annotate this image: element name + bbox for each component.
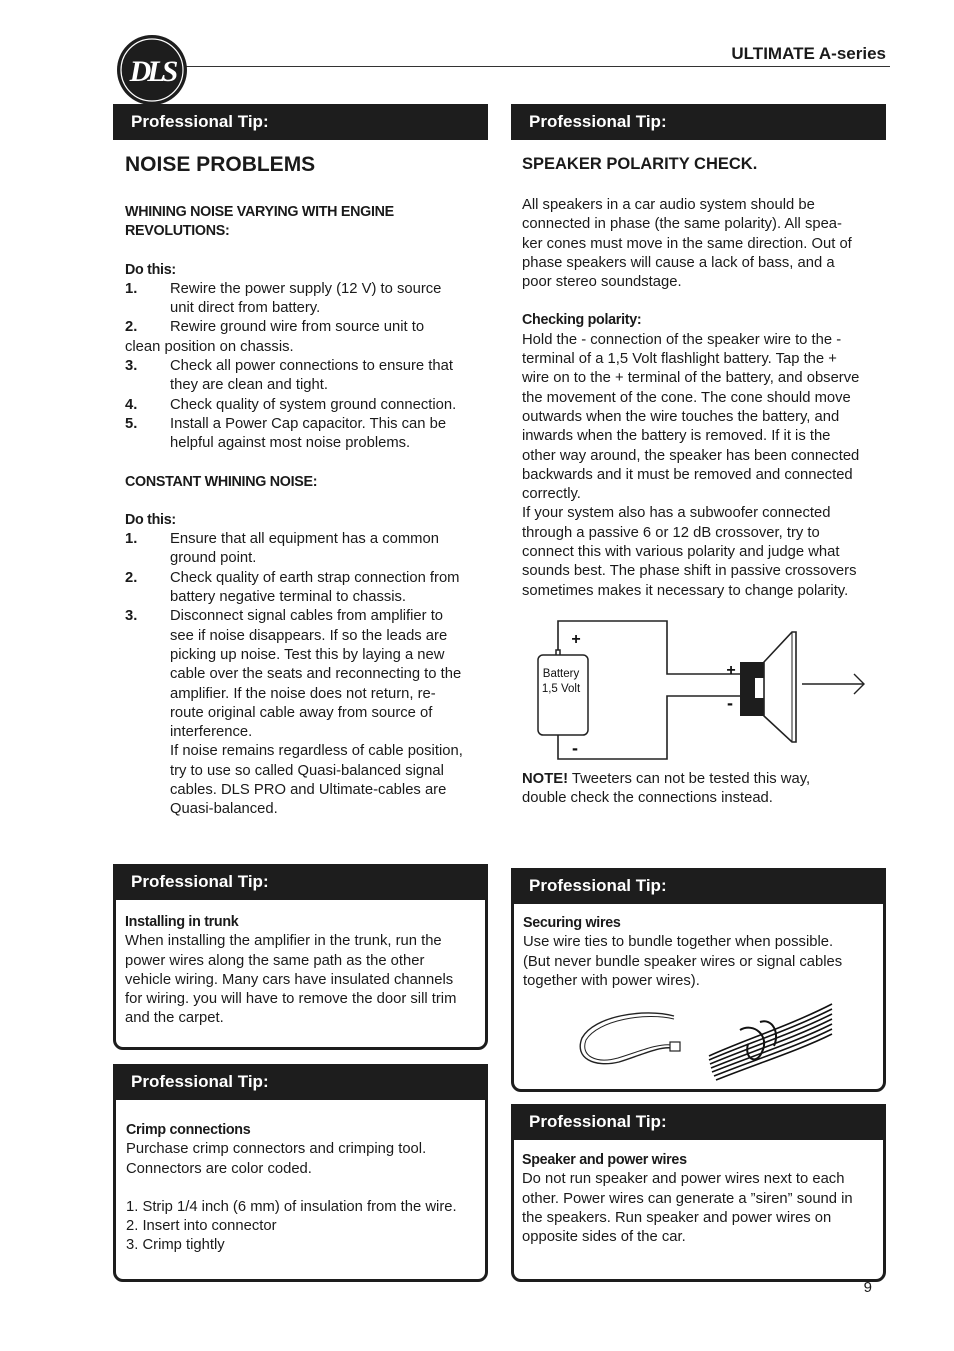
item-line: Rewire the power supply (12 V) to source [170, 280, 442, 297]
item-line: Check quality of earth strap connection from [170, 569, 460, 586]
item-line: Ensure that all equipment has a common [170, 531, 439, 548]
tip-header-trunk: Professional Tip: [113, 864, 488, 900]
list-item [125, 607, 487, 819]
item-line: cable over the seats and reconnecting to the [170, 666, 462, 683]
text-line: sometimes makes it necessary to change polarity. [522, 582, 849, 599]
checking-text [522, 331, 874, 601]
speaker-minus: - [727, 693, 733, 713]
item-line: interference. [170, 724, 253, 741]
crimp-step: 2. Insert into connector [126, 1218, 277, 1235]
text-line: correctly. [522, 486, 581, 503]
item-num: 1. [125, 280, 138, 297]
note-text: Tweeters can not be tested this way, [568, 771, 811, 787]
item-line: If noise remains regardless of cable position, [170, 743, 463, 760]
crimp-body [116, 1100, 485, 1256]
cable-ties-illustration [574, 996, 844, 1086]
text-line: other. Power wires can generate a ”siren” sound in [522, 1190, 853, 1207]
tip-header-speaker-power: Professional Tip: [511, 1104, 886, 1140]
item-line: see if noise disappears. If so the leads are [170, 627, 448, 644]
text-line: inwards when the battery is removed. If it is the [522, 428, 831, 445]
list-item [125, 396, 487, 415]
list-item [125, 530, 487, 569]
item-line: picking up noise. Test this by laying a new [170, 646, 445, 663]
crimp-heading: Crimp connections [126, 1122, 251, 1138]
wires-heading: Securing wires [523, 915, 621, 931]
item-line: Disconnect signal cables from amplifier to [170, 608, 444, 625]
list-item [125, 569, 487, 608]
polarity-diagram [530, 616, 875, 766]
polarity-section [522, 155, 874, 601]
tip-header-polarity: Professional Tip: [511, 104, 886, 140]
speaker-plus: + [726, 662, 736, 679]
list-item [125, 357, 487, 396]
polarity-diagram-svg [530, 616, 875, 766]
battery-icon [538, 655, 588, 735]
crimp-step: 1. Strip 1/4 inch (6 mm) of insulation from the wire. [126, 1198, 457, 1215]
series-title: ULTIMATE A-series [731, 44, 886, 63]
text-line: for wiring. you will have to remove the door sill trim [125, 991, 457, 1008]
battery-label-1: Battery [542, 668, 580, 680]
text-line: connect this with various polarity and judge what [522, 544, 840, 561]
text-line: together with power wires). [523, 972, 700, 989]
list-item [125, 415, 487, 454]
polarity-intro [522, 196, 874, 292]
text-line: Connectors are color coded. [126, 1160, 312, 1177]
wires-body [514, 904, 883, 991]
trunk-body [116, 900, 485, 1029]
text-line: the speakers. Run speaker and power wires on [522, 1209, 832, 1226]
text-line: terminal of a 1,5 Volt flashlight battery. Tap the + [522, 351, 837, 368]
text-line: vehicle wiring. Many cars have insulated channels [125, 971, 454, 988]
text-line: outwards when the wire touches the battery, and [522, 408, 840, 425]
item-line: battery negative terminal to chassis. [170, 589, 407, 606]
item-num: 3. [125, 608, 138, 625]
battery-plus: + [571, 631, 581, 648]
text-line: (But never bundle speaker wires or signal cables [523, 953, 843, 970]
noise-title: NOISE PROBLEMS [125, 153, 316, 176]
text-line: other way around, the speaker has been connected [522, 447, 860, 464]
dls-logo [116, 34, 188, 106]
section1-heading-line2: REVOLUTIONS: [125, 223, 230, 240]
text-line: through a passive 6 or 12 dB crossover, try to [522, 524, 820, 541]
item-line: ground point. [170, 550, 257, 567]
tip-box-crimp [113, 1064, 488, 1282]
text-line: If your system also has a subwoofer connected [522, 505, 831, 522]
text-line: wire on to the + terminal of the battery, and observe [522, 370, 860, 387]
item-line: Quasi-balanced. [170, 801, 278, 818]
item-line: they are clean and tight. [170, 377, 328, 394]
section1-heading-line1: WHINING NOISE VARYING WITH ENGINE [125, 204, 394, 220]
page-number: 9 [863, 1279, 872, 1296]
tip-header-crimp: Professional Tip: [113, 1064, 488, 1100]
item-line: Check all power connections to ensure that [170, 358, 453, 375]
list-item [125, 318, 487, 357]
trunk-heading: Installing in trunk [125, 914, 239, 930]
text-line: the movement of the cone. The cone should move [522, 389, 851, 406]
text-line: Hold the - connection of the speaker wire to the - [522, 331, 842, 348]
noise-section [125, 153, 487, 820]
section2-heading: CONSTANT WHINING NOISE: [125, 473, 318, 490]
item-num: 2. [125, 569, 138, 586]
item-num: 5. [125, 415, 138, 432]
item-line: Install a Power Cap capacitor. This can be [170, 415, 447, 432]
item-num: 2. [125, 319, 138, 336]
text-line: Purchase crimp connectors and crimping tool. [126, 1141, 427, 1158]
tip-box-speaker-power [511, 1104, 886, 1282]
item-line: helpful against most noise problems. [170, 435, 411, 452]
speaker-power-body [514, 1140, 883, 1247]
text-line: ker cones must move in the same direction. Out of [522, 235, 852, 252]
item-num: 3. [125, 358, 138, 375]
speaker-power-heading: Speaker and power wires [522, 1152, 687, 1168]
item-line: route original cable away from source of [170, 704, 433, 721]
item-line: clean position on chassis. [125, 338, 294, 355]
text-line: When installing the amplifier in the trunk, run the [125, 933, 442, 950]
speaker-icon [764, 632, 796, 742]
text-line: backwards and it must be removed and connected [522, 466, 853, 483]
text-line: and the carpet. [125, 1010, 224, 1027]
tip-header-noise: Professional Tip: [113, 104, 488, 140]
item-line: try to use so called Quasi-balanced signal [170, 762, 444, 779]
text-line: All speakers in a car audio system should be [522, 197, 815, 213]
item-line: cables. DLS PRO and Ultimate-cables are [170, 782, 447, 799]
svg-text:DLS: DLS [129, 55, 175, 88]
text-line: opposite sides of the car. [522, 1229, 686, 1246]
text-line: Do not run speaker and power wires next to each [522, 1171, 845, 1188]
item-num: 1. [125, 531, 138, 548]
item-line: Check quality of system ground connection. [170, 396, 457, 413]
item-line: amplifier. If the noise does not return, re- [170, 685, 436, 702]
battery-label-2: 1,5 Volt [541, 683, 581, 695]
text-line: phase speakers will cause a lack of bass, and a [522, 254, 835, 271]
text-line: poor stereo soundstage. [522, 274, 682, 291]
note-label: NOTE! [522, 771, 569, 787]
crimp-step: 3. Crimp tightly [126, 1237, 225, 1254]
note-text-2: double check the connections instead. [522, 790, 773, 807]
item-num: 4. [125, 396, 138, 413]
text-line: connected in phase (the same polarity). All spea- [522, 216, 842, 233]
polarity-title: SPEAKER POLARITY CHECK. [522, 155, 758, 173]
item-line: unit direct from battery. [170, 300, 321, 317]
text-line: Use wire ties to bundle together when possible. [523, 934, 834, 951]
text-line: sounds best. The phase shift in passive crossovers [522, 563, 857, 580]
battery-minus: - [572, 738, 578, 758]
checking-heading: Checking polarity: [522, 312, 642, 329]
do-this-label: Do this: [125, 261, 176, 278]
tip-header-wires: Professional Tip: [511, 868, 886, 904]
header-rule [150, 66, 890, 67]
item-line: Rewire ground wire from source unit to [170, 319, 425, 336]
do-this-label: Do this: [125, 511, 176, 528]
list-item [125, 280, 487, 319]
text-line: power wires along the same path as the other [125, 952, 425, 969]
tweeter-note [522, 770, 882, 809]
tip-box-wires [511, 868, 886, 1092]
tip-box-trunk [113, 864, 488, 1050]
